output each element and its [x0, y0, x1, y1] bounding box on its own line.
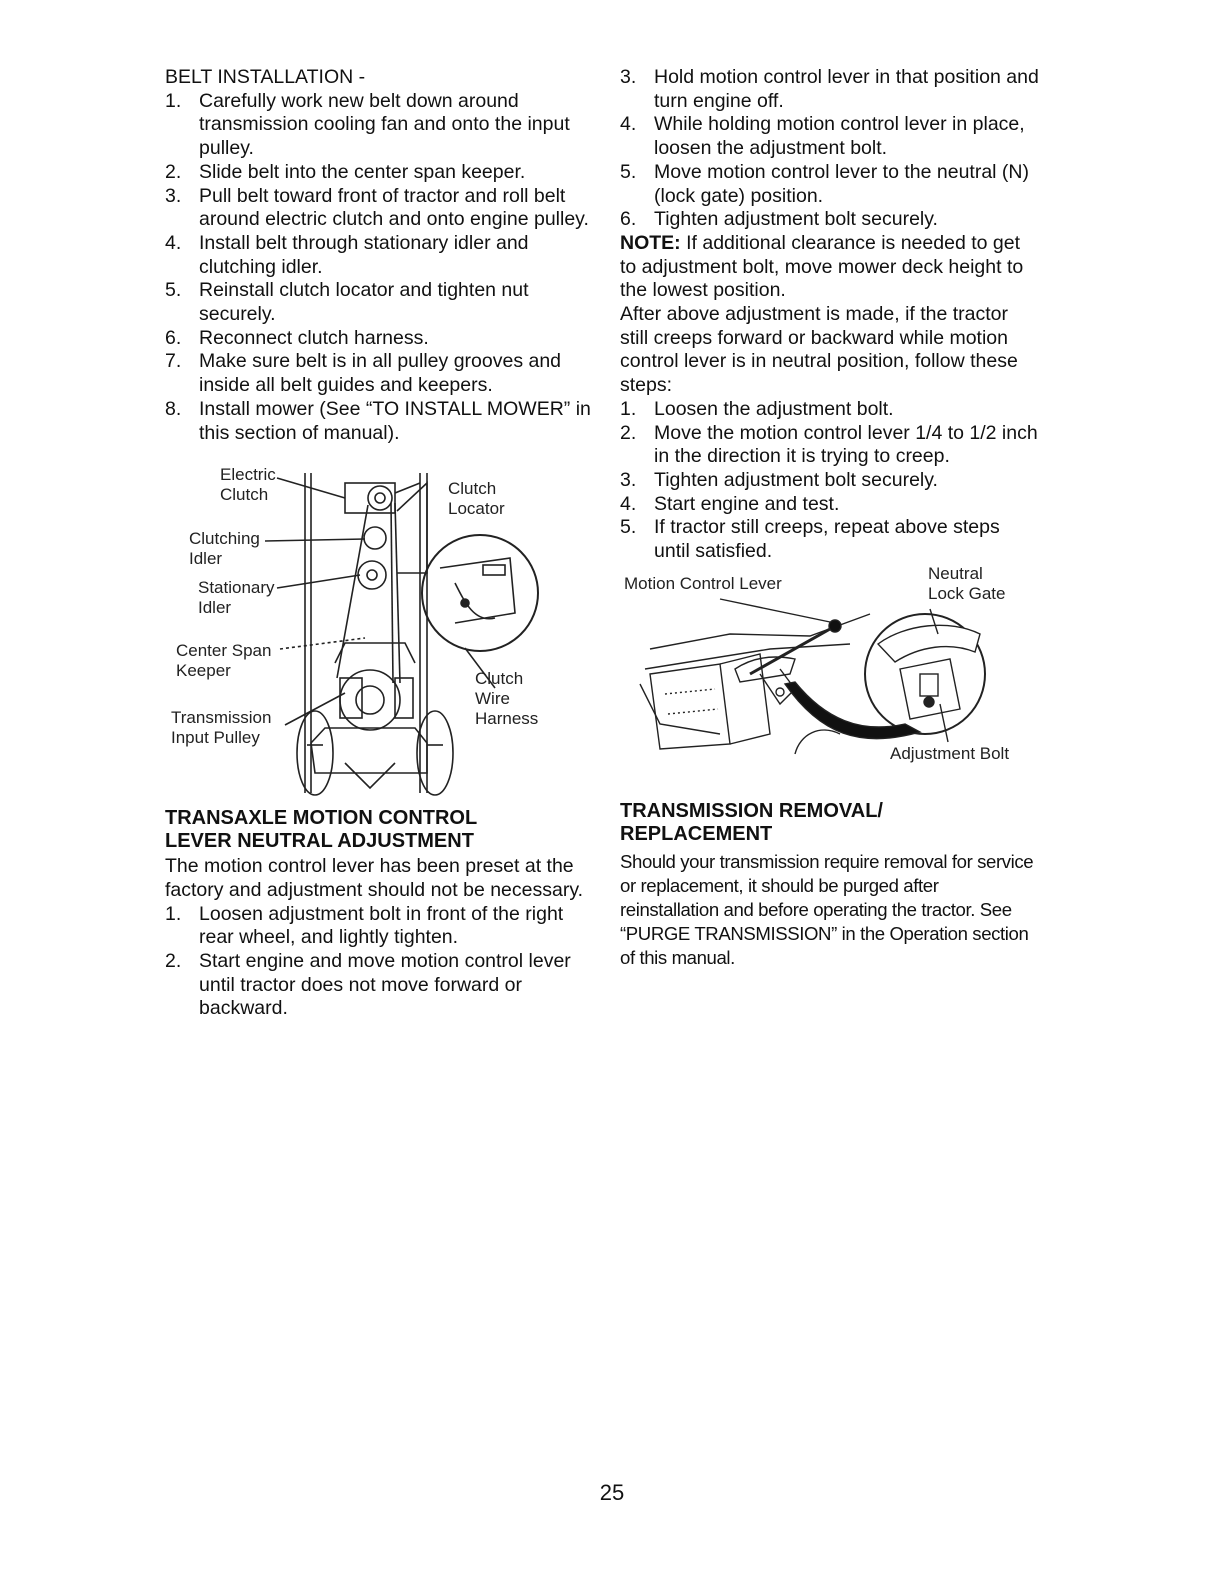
- center-span-keeper-label: Center Span Keeper: [176, 641, 272, 681]
- transmission-removal-section: [620, 800, 1040, 970]
- transaxle-steps-part-1: [165, 903, 595, 1022]
- right-column: [620, 66, 1040, 970]
- list-item: 2. Move the motion control lever 1/4 to 1/2 inch in the direction it is trying to creep.: [620, 421, 1038, 468]
- belt-installation-heading: BELT INSTALLATION -: [165, 66, 366, 88]
- list-item: 8. Install mower (See “TO INSTALL MOWER” in this section of manual).: [165, 397, 591, 444]
- neutral-lock-gate-label: Neutral Lock Gate: [928, 563, 1006, 603]
- list-item: 1. Loosen adjustment bolt in front of the right rear wheel, and lightly tighten.: [165, 902, 564, 949]
- transmission-removal-heading-line-2: REPLACEMENT: [620, 822, 773, 845]
- list-item: 4. While holding motion control lever in place, loosen the adjustment bolt.: [620, 113, 1025, 160]
- transmission-removal-heading-line-1: TRANSMISSION REMOVAL/: [620, 799, 883, 822]
- list-item: 3. Hold motion control lever in that position and turn engine off.: [620, 66, 1039, 112]
- electric-clutch-label: Electric Clutch: [220, 465, 276, 505]
- clutch-wire-harness-label: Clutch Wire Harness: [475, 669, 539, 729]
- list-item: 4. Start engine and test.: [620, 492, 840, 515]
- left-column: [165, 66, 595, 1021]
- transaxle-intro: The motion control lever has been preset at the factory and adjustment should not be necessary.: [165, 855, 584, 901]
- belt-routing-figure: [165, 463, 595, 823]
- list-item: 5. Reinstall clutch locator and tighten nut securely.: [165, 279, 529, 326]
- list-item: 2. Slide belt into the center span keeper.: [165, 160, 526, 183]
- note-paragraph: NOTE: If additional clearance is needed to get to adjustment bolt, move mower deck height to the lowest position.: [620, 231, 1024, 302]
- list-item: 2. Start engine and move motion control lever until tractor does not move forward or backward.: [165, 950, 571, 1020]
- transaxle-heading-line-2: LEVER NEUTRAL ADJUSTMENT: [165, 830, 474, 853]
- adjustment-bolt-label: Adjustment Bolt: [890, 743, 1010, 763]
- stationary-idler-label: Stationary Idler: [198, 578, 275, 618]
- motion-control-lever-figure: [620, 563, 1040, 784]
- after-adjustment-paragraph: After above adjustment is made, if the tractor still creeps forward or backward while motion control lever is in neutral position, follow these steps:: [620, 303, 1018, 397]
- clutching-idler-label: Clutching Idler: [189, 529, 260, 569]
- transmission-input-pulley-label: Transmission Input Pulley: [171, 708, 272, 748]
- list-item: 6. Reconnect clutch harness.: [165, 326, 429, 349]
- note-label: NOTE:: [620, 231, 681, 254]
- transaxle-heading-line-1: TRANSAXLE MOTION CONTROL: [165, 807, 478, 830]
- list-item: 1. Loosen the adjustment bolt.: [620, 397, 894, 420]
- list-item: 5. If tractor still creeps, repeat above steps until satisfied.: [620, 516, 1000, 563]
- list-item: 3. Pull belt toward front of tractor and roll belt around electric clutch and onto engine pulley.: [165, 184, 589, 231]
- creep-steps: [620, 398, 1040, 564]
- list-item: 3. Tighten adjustment bolt securely.: [620, 468, 938, 491]
- list-item: 7. Make sure belt is in all pulley grooves and inside all belt guides and keepers.: [165, 350, 562, 397]
- transaxle-section: [165, 807, 595, 1021]
- belt-installation-steps: [165, 90, 595, 446]
- list-item: 5. Move motion control lever to the neutral (N) (lock gate) position.: [620, 160, 1029, 207]
- transaxle-steps-part-2: [620, 66, 1040, 232]
- list-item: 6. Tighten adjustment bolt securely.: [620, 208, 938, 231]
- transmission-removal-text: Should your transmission require removal for service or replacement, it should be purged after reinstallation and before operating the tractor. See “PURGE TRANSMISSION” in the Operation section of this manual.: [620, 850, 1034, 968]
- clutch-locator-label: Clutch Locator: [448, 479, 505, 519]
- motion-control-lever-label: Motion Control Lever: [624, 573, 782, 593]
- list-item: 1. Carefully work new belt down around transmission cooling fan and onto the input pulley.: [165, 89, 570, 160]
- page-number: 25: [599, 1480, 625, 1505]
- list-item: 4. Install belt through stationary idler and clutching idler.: [165, 231, 529, 278]
